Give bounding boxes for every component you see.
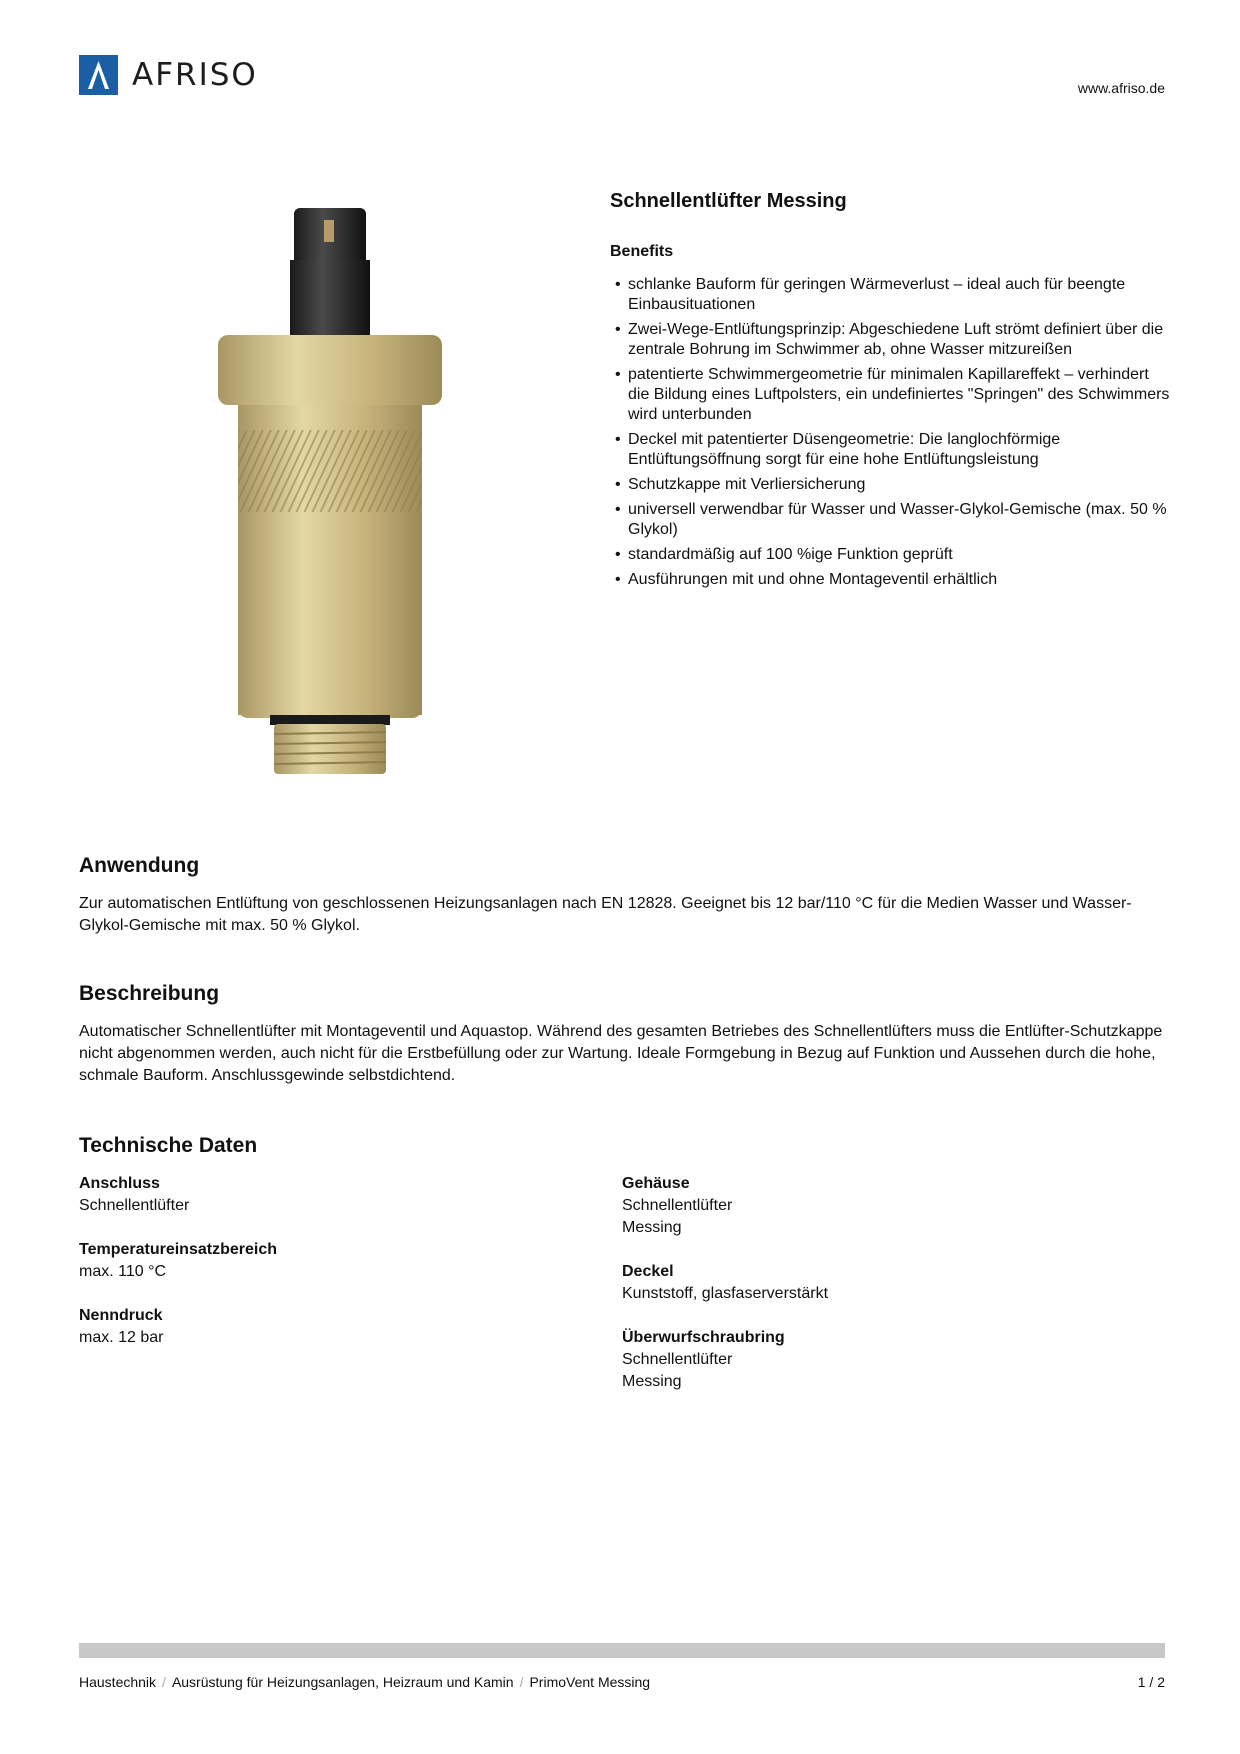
afriso-logo: [79, 55, 258, 95]
anwendung-section: [79, 854, 1165, 937]
anwendung-heading: Anwendung: [79, 854, 200, 877]
anwendung-text: Zur automatischen Entlüftung von geschlossenen Heizungsanlagen nach EN 12828. Geeignet bis 12 bar/110 °C für die Medien Wasser und Wasser-Glykol-Gemische mit max. 50 % Glykol.: [79, 895, 1132, 934]
spec-deckel: [622, 1261, 1165, 1305]
tech-col-left: [79, 1173, 622, 1415]
benefit-item: • Zwei-Wege-Entlüftungsprinzip: Abgeschiedene Luft strömt definiert über die zentrale Bohrung im Schwimmer ab, ohne Wasser mitzureißen: [610, 320, 1170, 360]
spec-nenndruck: [79, 1305, 622, 1349]
spec-value: max. 110 °C: [79, 1263, 167, 1280]
spec-label: Temperatureinsatzbereich: [79, 1241, 277, 1258]
spec-value: Schnellentlüfter: [622, 1197, 733, 1214]
beschreibung-heading: Beschreibung: [79, 982, 220, 1005]
technische-daten-columns: [79, 1173, 1165, 1415]
spec-value: Schnellentlüfter: [79, 1197, 190, 1214]
product-intro: [610, 190, 1170, 595]
benefit-item: • Ausführungen mit und ohne Montageventil erhältlich: [610, 570, 1170, 590]
technische-daten-section: [79, 1134, 1165, 1415]
breadcrumb-item[interactable]: Ausrüstung für Heizungsanlagen, Heizraum und Kamin: [171, 1674, 514, 1690]
spec-label: Anschluss: [79, 1175, 160, 1192]
spec-gehaeuse: [622, 1173, 1165, 1239]
footer: [79, 1674, 1165, 1690]
benefits-heading: Benefits: [610, 243, 674, 260]
benefits-list: [610, 275, 1170, 590]
benefit-item: • Schutzkappe mit Verliersicherung: [610, 475, 1170, 495]
spec-ueberwurfschraubring: [622, 1327, 1165, 1393]
afriso-logo-icon: [79, 55, 118, 95]
product-image: [200, 200, 460, 780]
spec-label: Nenndruck: [79, 1307, 163, 1324]
spec-value: max. 12 bar: [79, 1329, 164, 1346]
breadcrumb-item[interactable]: PrimoVent Messing: [529, 1674, 651, 1690]
benefit-item: • universell verwendbar für Wasser und Wasser-Glykol-Gemische (max. 50 % Glykol): [610, 500, 1170, 540]
breadcrumb-separator: /: [162, 1674, 166, 1690]
technische-daten-heading: Technische Daten: [79, 1134, 258, 1157]
brand-name: AFRISO: [132, 57, 258, 93]
benefit-item: • Deckel mit patentierter Düsengeometrie: Die langlochförmige Entlüftungsöffnung sorgt für eine hohe Entlüftungsleistung: [610, 430, 1170, 470]
benefit-item: • standardmäßig auf 100 %ige Funktion geprüft: [610, 545, 1170, 565]
spec-value: Messing: [622, 1373, 682, 1390]
spec-label: Gehäuse: [622, 1175, 690, 1192]
spec-value: Messing: [622, 1219, 682, 1236]
tech-col-right: [622, 1173, 1165, 1415]
footer-divider: [79, 1643, 1165, 1658]
spec-temperatur: [79, 1239, 622, 1283]
spec-value: Schnellentlüfter: [622, 1351, 733, 1368]
beschreibung-section: [79, 982, 1165, 1087]
beschreibung-text: Automatischer Schnellentlüfter mit Montageventil und Aquastop. Während des gesamten Betriebes des Schnellentlüfters muss die Entlüfter-Schutzkappe nicht abgenommen werden, auch nicht für die Erstbefüllung oder zur Wartung. Ideale Formgebung in Bezug auf Funktion und Aussehen durch die hohe, schmale Bauform. Anschlussgewinde selbstdichtend.: [79, 1023, 1163, 1084]
breadcrumb-separator: /: [519, 1674, 524, 1690]
spec-anschluss: [79, 1173, 622, 1217]
breadcrumb: [79, 1674, 650, 1690]
page-number: 1 / 2: [1137, 1674, 1165, 1690]
spec-value: Kunststoff, glasfaserverstärkt: [622, 1285, 829, 1302]
website-url[interactable]: www.afriso.de: [1077, 80, 1165, 96]
benefit-item: • schlanke Bauform für geringen Wärmeverlust – ideal auch für beengte Einbausituationen: [610, 275, 1170, 315]
breadcrumb-item[interactable]: Haustechnik: [79, 1674, 157, 1690]
spec-label: Deckel: [622, 1263, 674, 1280]
spec-label: Überwurfschraubring: [622, 1329, 785, 1346]
product-title: Schnellentlüfter Messing: [610, 190, 847, 212]
benefit-item: • patentierte Schwimmergeometrie für minimalen Kapillareffekt – verhindert die Bildung eines Luftpolsters, ein undefiniertes "Springen" des Schwimmers wird unterbunden: [610, 365, 1170, 425]
